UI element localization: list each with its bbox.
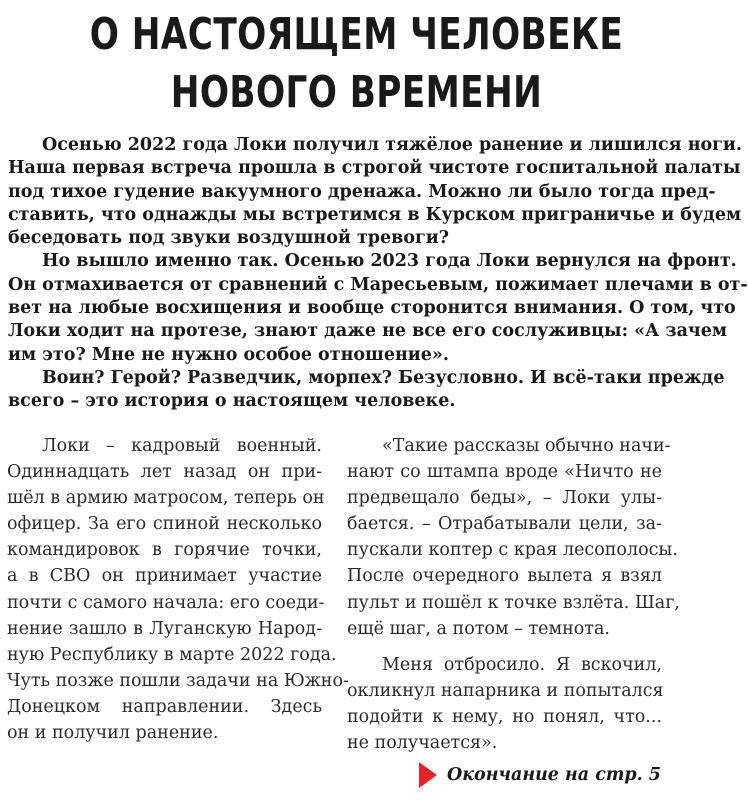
article-column-right [347, 433, 680, 756]
body-line: не получается». [347, 733, 498, 754]
body-line: офицер. За его спиной несколько [7, 514, 322, 535]
lead-line: Осенью 2022 года Локи получил тяжёлое ранение и лишился ноги. [42, 135, 742, 155]
body-line: Меня отбросило. Я вскочил, [382, 654, 662, 675]
lead-line: под тихое гудение вакуумного дренажа. Можно ли было тогда пред- [8, 181, 716, 202]
body-line: командировок в горячие точки, [7, 540, 322, 561]
body-line: Одиннадцать лет назад он при- [7, 462, 322, 483]
article-lead [8, 134, 748, 414]
lead-line: ставить, что однажды мы встретимся в Курском приграничье и будем [8, 204, 742, 225]
body-line: бается. – Отрабатывали цели, за- [347, 514, 662, 535]
body-line: Локи – кадровый военный. [42, 436, 322, 456]
body-line: почти с самого начала: его соеди- [7, 592, 325, 613]
body-line: пульт и пошёл к точке взлёта. Шаг, [347, 592, 680, 613]
continuation-text: Окончание на стр. 5 [446, 765, 661, 785]
body-line: После очередного вылета я взял [347, 566, 662, 587]
continuation-note [419, 762, 661, 788]
body-line: нают со штампа вроде «Ничто не [347, 462, 662, 483]
body-line: шёл в армию матросом, теперь он [7, 488, 325, 509]
lead-line: Но вышло именно так. Осенью 2023 года Локи вернулся на фронт. [42, 251, 737, 272]
body-line: Чуть позже пошли задачи на Южно- [7, 670, 349, 691]
headline-line-1: О НАСТОЯЩЕМ ЧЕЛОВЕКЕ [89, 9, 624, 60]
body-line: ную Республику в марте 2022 года. [7, 644, 337, 665]
body-line: подойти к нему, но понял, что... [347, 706, 662, 727]
lead-line: Наша первая встреча прошла в строгой чистоте госпитальной палаты [8, 158, 741, 179]
body-line: окликнул напарника и попытался [347, 680, 664, 701]
body-line: пускали коптер с края лесополосы. [347, 540, 678, 561]
red-arrow-icon [419, 762, 437, 788]
body-line: Донецком направлении. Здесь [7, 696, 322, 717]
body-line: предвещало беды», – Локи улы- [347, 488, 662, 509]
lead-line: вет на любые восхищения и вообще сторонится внимания. О том, что [8, 298, 736, 319]
lead-line: всего – это история о настоящем человеке. [8, 391, 456, 412]
article-headline [78, 6, 634, 122]
lead-line: Локи ходит на протезе, знают даже не все его сослуживцы: «А зачем [8, 321, 728, 342]
lead-line: Он отмахивается от сравнений с Маресьевым, пожимает плечами в от- [8, 274, 748, 295]
headline-line-2: НОВОГО ВРЕМЕНИ [170, 67, 543, 118]
body-line: ещё шаг, а потом – темнота. [347, 618, 610, 639]
body-line: «Такие рассказы обычно начи- [382, 436, 671, 456]
lead-line: Воин? Герой? Разведчик, морпех? Безусловно. И всё-таки прежде [42, 367, 725, 388]
lead-line: им это? Мне не нужно особое отношение». [8, 344, 449, 365]
body-line: а в СВО он принимает участие [7, 566, 322, 587]
body-line: нение зашло в Луганскую Народ- [7, 618, 322, 639]
body-line: он и получил ранение. [7, 723, 219, 744]
lead-line: беседовать под звуки воздушной тревоги? [8, 228, 449, 249]
article-column-left [7, 433, 349, 746]
